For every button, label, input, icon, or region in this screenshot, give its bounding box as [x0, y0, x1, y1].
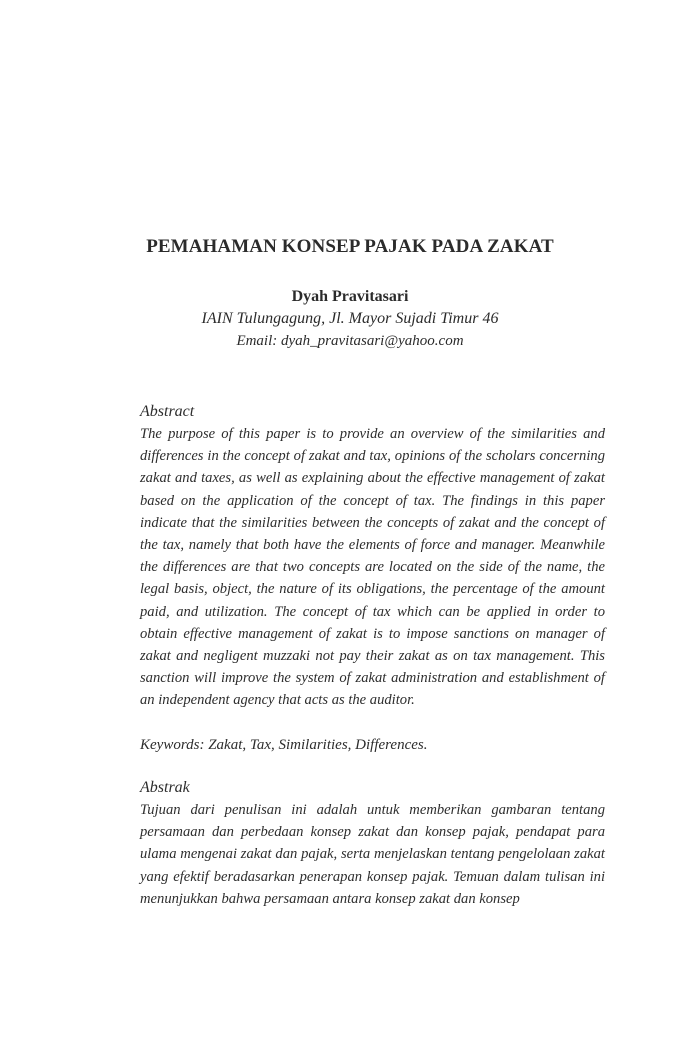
- author-email: Email: dyah_pravitasari@yahoo.com: [236, 333, 464, 349]
- author-affiliation: IAIN Tulungagung, Jl. Mayor Sujadi Timur 46: [201, 310, 499, 327]
- paper-title: PEMAHAMAN KONSEP PAJAK PADA ZAKAT: [146, 236, 554, 257]
- abstrak-text: Tujuan dari penulisan ini adalah untuk memberikan gambaran tentang persamaan dan perbedaan konsep zakat dan konsep pajak, pendapat para ulama mengenai zakat dan pajak, serta menjelaskan tentang pengelolaan zakat yang efektif beradasarkan penerapan konsep pajak. Temuan dalam tulisan ini menunjukkan bahwa persamaan antara konsep zakat dan konsep: [140, 802, 605, 907]
- keywords-text: Zakat, Tax, Similarities, Differences.: [204, 737, 428, 753]
- abstrak-section: [140, 777, 605, 910]
- keywords-label: Keywords:: [140, 737, 205, 753]
- abstract-text: The purpose of this paper is to provide an overview of the similarities and differences in the concept of zakat and tax, opinions of the scholars concerning zakat and taxes, as well as explaining about the effective management of zakat based on the application of the concept of tax. The findings in this paper indicate that the similarities between the concepts of zakat and the concept of the tax, namely that both have the elements of force and manager. Meanwhile the differences are that two concepts are located on the side of the name, the legal basis, object, the nature of its obligations, the percentage of the amount paid, and utilization. The concept of tax which can be applied in order to obtain effective management of zakat is to impose sanctions on manager of zakat and negligent muzzaki not pay their zakat as on tax management. This sanction will improve the system of zakat administration and establishment of an independent agency that acts as the auditor.: [140, 426, 605, 709]
- abstrak-heading: Abstrak: [140, 779, 190, 796]
- author-block: [0, 286, 700, 352]
- keywords-line: [140, 734, 605, 756]
- author-name: Dyah Pravitasari: [291, 288, 409, 305]
- abstract-heading: Abstract: [140, 403, 195, 420]
- abstract-section: [140, 401, 605, 712]
